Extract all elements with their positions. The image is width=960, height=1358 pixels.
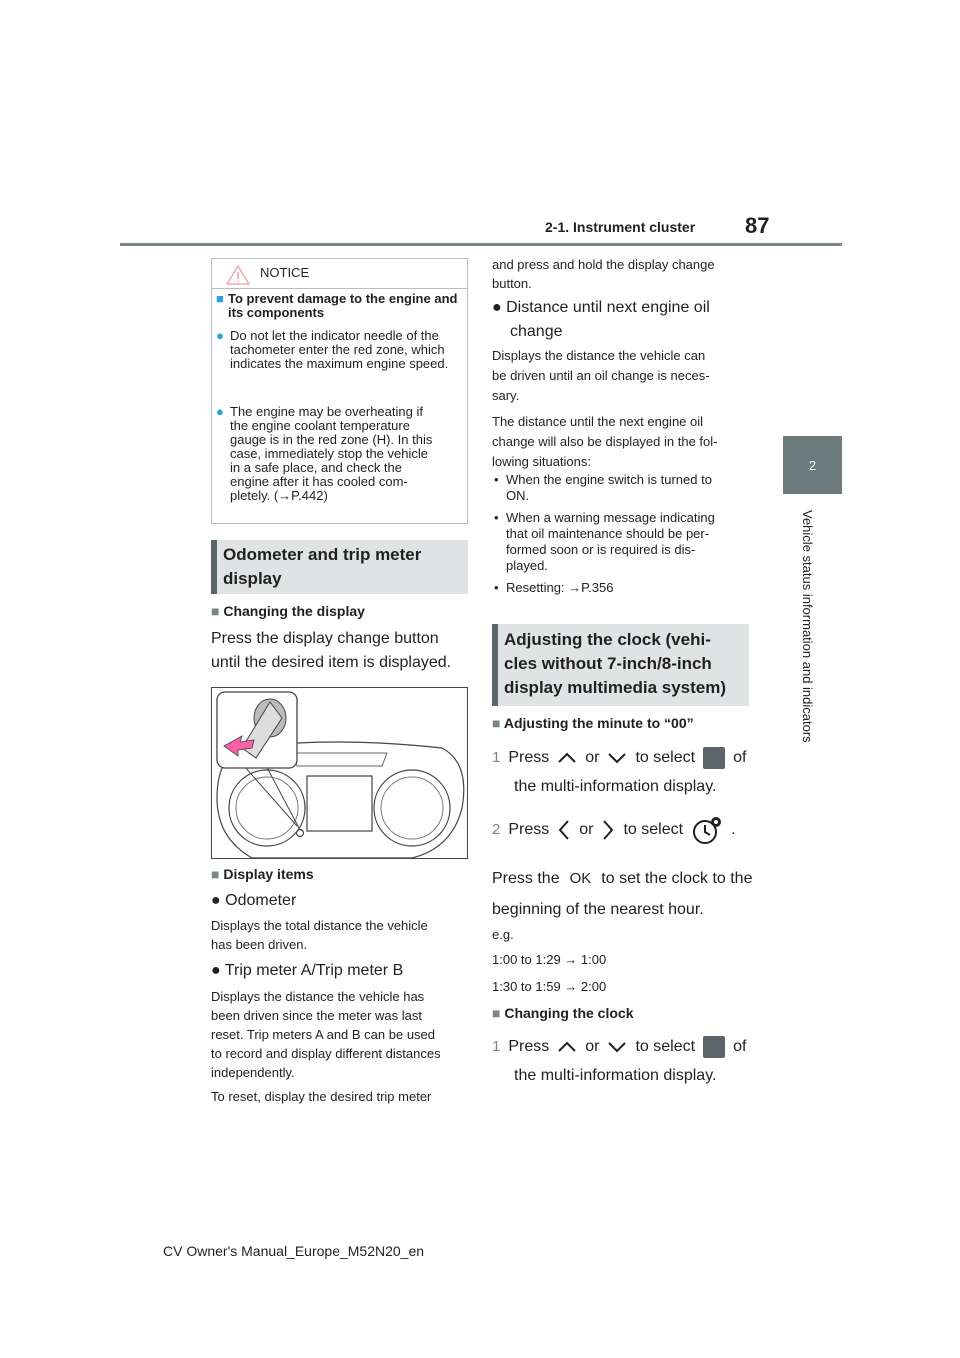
chapter-tab: 2 [783, 436, 842, 494]
step-1-clock-continuation: the multi-information display. [514, 1067, 717, 1084]
ok-instruction: Press the OK to set the clock to the [492, 867, 752, 891]
chevron-right-icon [601, 819, 615, 841]
square-bullet-icon: ■ [216, 291, 224, 306]
changing-display-text: Press the display change button until the desired item is displayed. [211, 630, 452, 671]
clock-section-heading: Adjusting the clock (vehi- cles without 7-inch/8-inch display multimedia system) [492, 624, 749, 706]
footer-manual-id: CV Owner's Manual_Europe_M52N20_en [163, 1243, 425, 1259]
step-1-clock: 1 Press or to select of [492, 1035, 746, 1059]
changing-display-subheading: ■ Changing the display [211, 603, 365, 619]
chevron-down-icon [607, 1041, 627, 1053]
step-1-continuation: the multi-information display. [514, 778, 717, 795]
odometer-description: Displays the total distance the vehicle has been driven. [211, 918, 428, 952]
notice-item-1: ● Do not let the indicator needle of the tachometer enter the red zone, which indicates the maximum engine speed. [216, 328, 449, 371]
warning-triangle-icon [226, 265, 250, 285]
example-1: 1:00 to 1:29 → 1:00 [492, 952, 607, 967]
oil-change-item-title: ● Distance until next engine oil change [492, 299, 710, 340]
odometer-item-title: ● Odometer [211, 892, 297, 909]
trip-reset-continuation: and press and hold the display change button. [492, 257, 715, 291]
trip-meter-item-title: ● Trip meter A/Trip meter B [211, 962, 404, 979]
section-title: 2-1. Instrument cluster [545, 219, 696, 235]
odometer-section-heading: Odometer and trip meter display [211, 540, 468, 594]
trip-meter-description: Displays the distance the vehicle has been driven since the meter was last reset. Trip meters A and B can be used to record and display different distances independently. To reset, display the desired trip meter [211, 989, 441, 1104]
adjust-minute-subheading: ■ Adjusting the minute to “00” [492, 715, 694, 731]
notice-box [211, 258, 468, 524]
example-label: e.g. [492, 927, 514, 942]
instrument-cluster-illustration [211, 687, 468, 859]
clock-settings-icon [691, 815, 723, 845]
page-number: 87 [745, 213, 770, 238]
chevron-left-icon [557, 819, 571, 841]
circle-bullet-icon: ● [216, 328, 224, 343]
chevron-up-icon [557, 752, 577, 764]
chapter-label: Vehicle status information and indicators [800, 510, 815, 743]
notice-header [212, 259, 467, 289]
bullet-dot-icon: ● [492, 299, 502, 316]
settings-gear-icon [703, 747, 725, 769]
ok-button-glyph: OK [569, 870, 592, 887]
notice-label: NOTICE [260, 265, 310, 280]
ok-instruction-continuation: beginning of the nearest hour. [492, 901, 704, 918]
chevron-down-icon [607, 752, 627, 764]
oil-change-description: Displays the distance the vehicle can be driven until an oil change is neces- sary. The distance until the next engine oil change will also be displayed in the fol- lowing situations: [492, 348, 718, 469]
header-rule [120, 243, 842, 246]
chevron-up-icon [557, 1041, 577, 1053]
oil-change-bullets: • When the engine switch is turned to ON. • When a warning message indicating that oil maintenance should be per- formed soon or is required is dis- played. • Resetting: →P.356 [494, 472, 715, 595]
notice-item-2: ● The engine may be overheating if the engine coolant temperature gauge is in the red zone (H). In this case, immediately stop the vehicle in a safe place, and check the engine after it has cooled com- pletely. (→P.442) [216, 404, 433, 503]
example-2: 1:30 to 1:59 → 2:00 [492, 979, 607, 994]
changing-clock-subheading: ■ Changing the clock [492, 1005, 634, 1021]
notice-heading: ■ To prevent damage to the engine and its components [216, 291, 458, 320]
circle-bullet-icon: ● [216, 404, 224, 419]
step-2-minute: 2 Press or to select . [492, 815, 736, 845]
bullet-dot-icon: ● [211, 962, 221, 979]
step-1-minute: 1 Press or to select of [492, 746, 746, 770]
settings-gear-icon [703, 1036, 725, 1058]
bullet-dot-icon: ● [211, 892, 221, 909]
display-items-subheading: ■ Display items [211, 866, 314, 882]
